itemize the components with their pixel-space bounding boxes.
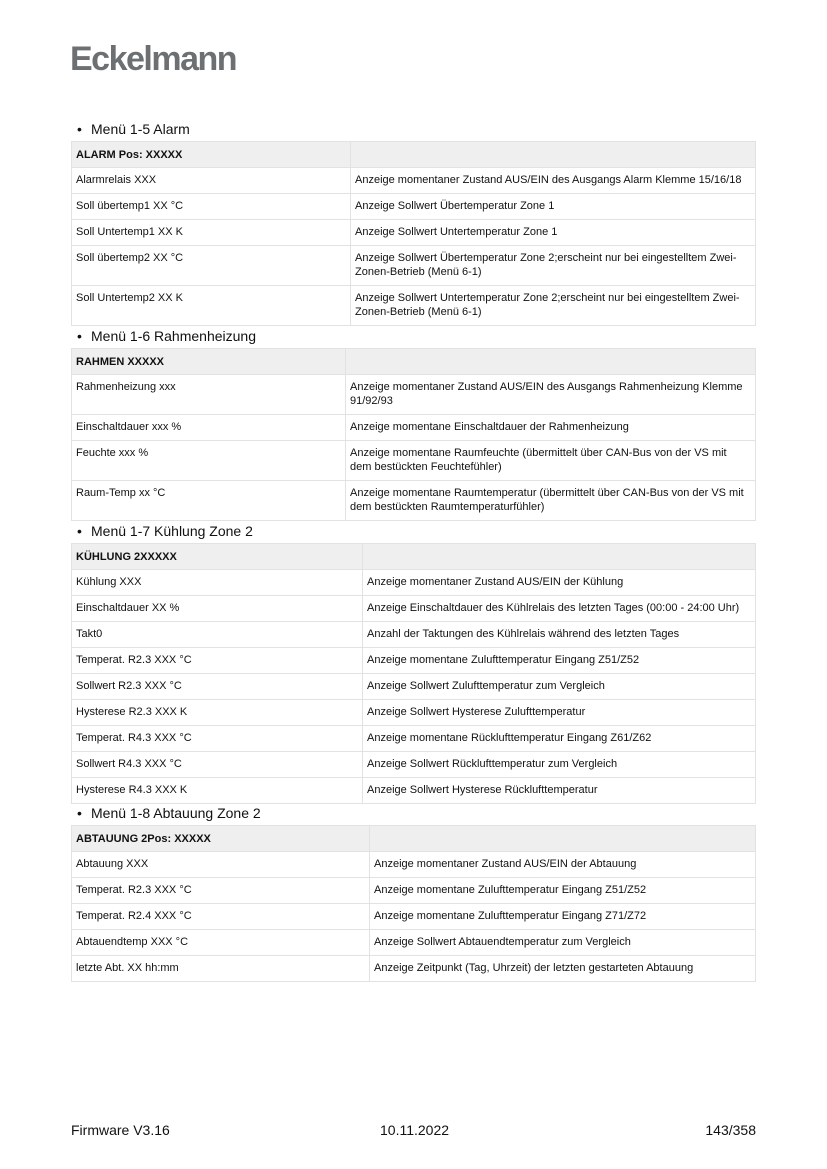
description-cell: Anzeige momentane Zulufttemperatur Eingang Z51/Z52: [363, 648, 756, 674]
description-cell: Anzeige Sollwert Untertemperatur Zone 1: [351, 220, 756, 246]
table-row: [72, 700, 756, 726]
section-heading: [77, 121, 756, 138]
table-header-cell: ALARM Pos: XXXXX: [72, 142, 351, 168]
table-row: [72, 904, 756, 930]
parameter-cell: Alarmrelais XXX: [72, 168, 351, 194]
description-cell: Anzeige momentaner Zustand AUS/EIN des Ausgangs Alarm Klemme 15/16/18: [351, 168, 756, 194]
table-header-row: [72, 544, 756, 570]
parameter-cell: Einschaltdauer xxx %: [72, 415, 346, 441]
parameter-cell: Soll übertemp2 XX °C: [72, 246, 351, 286]
table-row: [72, 622, 756, 648]
description-cell: Anzeige Sollwert Übertemperatur Zone 1: [351, 194, 756, 220]
description-cell: Anzeige Zeitpunkt (Tag, Uhrzeit) der letzten gestarteten Abtauung: [370, 956, 756, 982]
table-row: [72, 726, 756, 752]
description-cell: Anzeige Sollwert Zulufttemperatur zum Vergleich: [363, 674, 756, 700]
description-cell: Anzeige momentane Raumfeuchte (übermittelt über CAN-Bus von der VS mit dem bestückten Feuchtefühler): [346, 441, 756, 481]
parameter-cell: Soll Untertemp1 XX K: [72, 220, 351, 246]
section-heading: [77, 805, 756, 822]
table-row: [72, 852, 756, 878]
description-cell: Anzeige momentaner Zustand AUS/EIN der Kühlung: [363, 570, 756, 596]
menu-table: [71, 825, 756, 982]
description-cell: Anzeige momentaner Zustand AUS/EIN der Abtauung: [370, 852, 756, 878]
table-row: [72, 286, 756, 326]
table-row: [72, 168, 756, 194]
description-cell: Anzeige Sollwert Untertemperatur Zone 2;erscheint nur bei eingestelltem Zwei-Zonen-Betrieb (Menü 6-1): [351, 286, 756, 326]
menu-section: [71, 805, 756, 982]
table-header-row: [72, 826, 756, 852]
parameter-cell: Abtauung XXX: [72, 852, 370, 878]
parameter-cell: Soll Untertemp2 XX K: [72, 286, 351, 326]
description-cell: Anzeige momentane Raumtemperatur (übermittelt über CAN-Bus von der VS mit dem bestückten Raumtemperaturfühler): [346, 481, 756, 521]
table-row: [72, 648, 756, 674]
table-row: [72, 441, 756, 481]
menu-section: [71, 121, 756, 326]
description-cell: Anzahl der Taktungen des Kühlrelais während des letzten Tages: [363, 622, 756, 648]
section-title: Menü 1-8 Abtauung Zone 2: [91, 805, 261, 821]
table-row: [72, 570, 756, 596]
parameter-cell: Einschaltdauer XX %: [72, 596, 363, 622]
table-header-empty: [363, 544, 756, 570]
parameter-cell: Temperat. R2.4 XXX °C: [72, 904, 370, 930]
description-cell: Anzeige Einschaltdauer des Kühlrelais des letzten Tages (00:00 - 24:00 Uhr): [363, 596, 756, 622]
table-header-empty: [346, 349, 756, 375]
table-header-row: [72, 349, 756, 375]
parameter-cell: letzte Abt. XX hh:mm: [72, 956, 370, 982]
section-heading: [77, 523, 756, 540]
bullet-icon: •: [77, 121, 82, 137]
parameter-cell: Hysterese R4.3 XXX K: [72, 778, 363, 804]
menu-section: [71, 328, 756, 521]
parameter-cell: Takt0: [72, 622, 363, 648]
bullet-icon: •: [77, 328, 82, 344]
menu-table: [71, 348, 756, 521]
table-row: [72, 674, 756, 700]
table-header-row: [72, 142, 756, 168]
description-cell: Anzeige momentaner Zustand AUS/EIN des Ausgangs Rahmenheizung Klemme 91/92/93: [346, 375, 756, 415]
table-row: [72, 220, 756, 246]
bullet-icon: •: [77, 523, 82, 539]
parameter-cell: Temperat. R4.3 XXX °C: [72, 726, 363, 752]
parameter-cell: Kühlung XXX: [72, 570, 363, 596]
table-header-empty: [370, 826, 756, 852]
table-header-cell: ABTAUUNG 2Pos: XXXXX: [72, 826, 370, 852]
table-row: [72, 930, 756, 956]
parameter-cell: Temperat. R2.3 XXX °C: [72, 648, 363, 674]
parameter-cell: Hysterese R2.3 XXX K: [72, 700, 363, 726]
description-cell: Anzeige momentane Rücklufttemperatur Eingang Z61/Z62: [363, 726, 756, 752]
table-header-empty: [351, 142, 756, 168]
description-cell: Anzeige momentane Einschaltdauer der Rahmenheizung: [346, 415, 756, 441]
section-title: Menü 1-6 Rahmenheizung: [91, 328, 256, 344]
section-title: Menü 1-5 Alarm: [91, 121, 190, 137]
footer-firmware: Firmware V3.16: [71, 1122, 170, 1138]
table-row: [72, 375, 756, 415]
description-cell: Anzeige Sollwert Abtauendtemperatur zum Vergleich: [370, 930, 756, 956]
section-title: Menü 1-7 Kühlung Zone 2: [91, 523, 253, 539]
description-cell: Anzeige Sollwert Hysterese Rücklufttemperatur: [363, 778, 756, 804]
description-cell: Anzeige Sollwert Übertemperatur Zone 2;erscheint nur bei eingestelltem Zwei-Zonen-Betrieb (Menü 6-1): [351, 246, 756, 286]
parameter-cell: Rahmenheizung xxx: [72, 375, 346, 415]
table-row: [72, 878, 756, 904]
table-row: [72, 415, 756, 441]
table-row: [72, 956, 756, 982]
section-heading: [77, 328, 756, 345]
table-row: [72, 752, 756, 778]
table-row: [72, 194, 756, 220]
menu-table: [71, 543, 756, 804]
table-row: [72, 246, 756, 286]
parameter-cell: Abtauendtemp XXX °C: [72, 930, 370, 956]
menu-table: [71, 141, 756, 326]
description-cell: Anzeige momentane Zulufttemperatur Eingang Z51/Z52: [370, 878, 756, 904]
table-header-cell: RAHMEN XXXXX: [72, 349, 346, 375]
footer-page-number: 143/358: [705, 1122, 756, 1138]
table-row: [72, 596, 756, 622]
description-cell: Anzeige momentane Zulufttemperatur Eingang Z71/Z72: [370, 904, 756, 930]
parameter-cell: Sollwert R2.3 XXX °C: [72, 674, 363, 700]
bullet-icon: •: [77, 805, 82, 821]
description-cell: Anzeige Sollwert Hysterese Zulufttemperatur: [363, 700, 756, 726]
table-row: [72, 778, 756, 804]
parameter-cell: Soll übertemp1 XX °C: [72, 194, 351, 220]
parameter-cell: Feuchte xxx %: [72, 441, 346, 481]
parameter-cell: Sollwert R4.3 XXX °C: [72, 752, 363, 778]
parameter-cell: Temperat. R2.3 XXX °C: [72, 878, 370, 904]
table-header-cell: KÜHLUNG 2XXXXX: [72, 544, 363, 570]
description-cell: Anzeige Sollwert Rücklufttemperatur zum Vergleich: [363, 752, 756, 778]
footer-date: 10.11.2022: [380, 1122, 450, 1138]
menu-section: [71, 523, 756, 804]
parameter-cell: Raum-Temp xx °C: [72, 481, 346, 521]
table-row: [72, 481, 756, 521]
eckelmann-logo: Eckelmann: [70, 40, 237, 78]
